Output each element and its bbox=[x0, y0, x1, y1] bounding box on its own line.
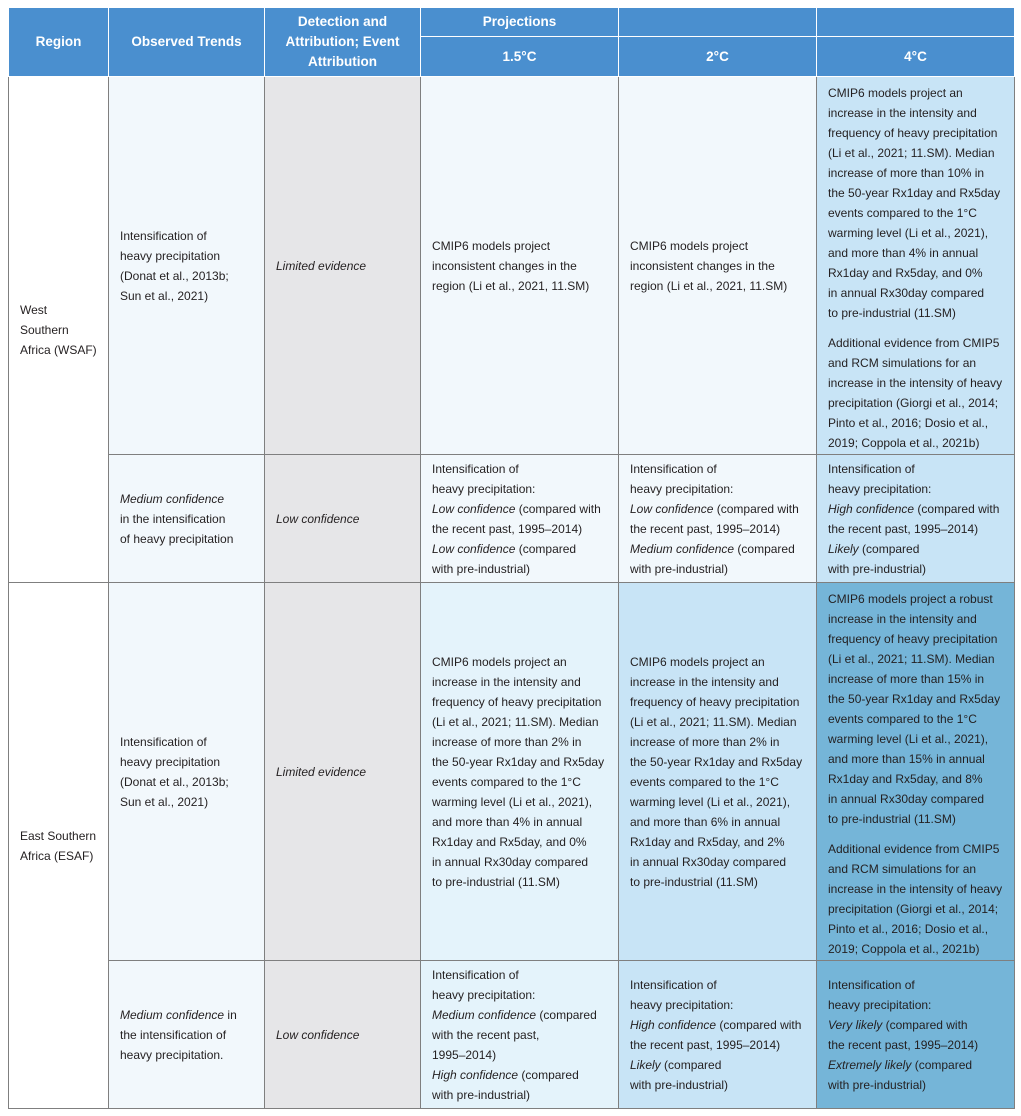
header-region: Region bbox=[9, 8, 109, 77]
table-row bbox=[9, 455, 1015, 583]
proj-2c-wsaf-1: CMIP6 models project inconsistent changes in the region (Li et al., 2021, 11.SM) bbox=[619, 77, 817, 455]
proj-1-5c-wsaf-1: CMIP6 models project inconsistent changes in the region (Li et al., 2021, 11.SM) bbox=[421, 77, 619, 455]
header-1-5c: 1.5°C bbox=[421, 37, 619, 77]
detection-wsaf-1: Limited evidence bbox=[265, 77, 421, 455]
proj-2c-esaf-2: Intensification of heavy precipitation: High confidence (compared with the recent past, 1995–2014) Likely (compared with pre-industrial) bbox=[619, 961, 817, 1109]
table-row bbox=[9, 77, 1015, 455]
proj-4c-wsaf-1: CMIP6 models project an increase in the intensity and frequency of heavy precipitation (Li et al., 2021; 11.SM). Median increase of more than 10% in the 50-year Rx1day and Rx5day events compared to the 1°C warming level (Li et al., 2021), and more than 4% in annual Rx1day and Rx5day, and 0% in annual Rx30day compared to pre-industrial (11.SM) Additional evidence from CMIP5 and RCM simulations for an increase in the intensity of heavy precipitation (Giorgi et al., 2014; Pinto et al., 2016; Dosio et al., 2019; Coppola et al., 2021b) bbox=[817, 77, 1015, 455]
observed-wsaf-2: Medium confidence in the intensification of heavy precipitation bbox=[109, 455, 265, 583]
header-2c: 2°C bbox=[619, 37, 817, 77]
region-esaf: East Southern Africa (ESAF) bbox=[9, 583, 109, 1109]
region-wsaf: West Southern Africa (WSAF) bbox=[9, 77, 109, 583]
proj-4c-esaf-2: Intensification of heavy precipitation: Very likely (compared with the recent past, 1995–2014) Extremely likely (compared with pre-industrial) bbox=[817, 961, 1015, 1109]
proj-2c-wsaf-2: Intensification of heavy precipitation: Low confidence (compared with the recent past, 1995–2014) Medium confidence (compared with pre-industrial) bbox=[619, 455, 817, 583]
detection-esaf-2: Low confidence bbox=[265, 961, 421, 1109]
header-4c: 4°C bbox=[817, 37, 1015, 77]
header-blank-2 bbox=[619, 8, 817, 37]
detection-wsaf-2: Low confidence bbox=[265, 455, 421, 583]
header-detection-attribution: Detection and Attribution; Event Attribution bbox=[265, 8, 421, 77]
table-row bbox=[9, 961, 1015, 1109]
header-observed-trends: Observed Trends bbox=[109, 8, 265, 77]
detection-esaf-1: Limited evidence bbox=[265, 583, 421, 961]
proj-1-5c-esaf-2: Intensification of heavy precipitation: Medium confidence (compared with the recent past, 1995–2014) High confidence (compared with pre-industrial) bbox=[421, 961, 619, 1109]
observed-esaf-1: Intensification of heavy precipitation (Donat et al., 2013b; Sun et al., 2021) bbox=[109, 583, 265, 961]
observed-wsaf-1: Intensification of heavy precipitation (Donat et al., 2013b; Sun et al., 2021) bbox=[109, 77, 265, 455]
proj-1-5c-wsaf-2: Intensification of heavy precipitation: Low confidence (compared with the recent past, 1995–2014) Low confidence (compared with pre-industrial) bbox=[421, 455, 619, 583]
proj-4c-wsaf-2: Intensification of heavy precipitation: High confidence (compared with the recent past, 1995–2014) Likely (compared with pre-industrial) bbox=[817, 455, 1015, 583]
table-row bbox=[9, 583, 1015, 961]
proj-2c-esaf-1: CMIP6 models project an increase in the intensity and frequency of heavy precipitation (Li et al., 2021; 11.SM). Median increase of more than 2% in the 50-year Rx1day and Rx5day events compared to the 1°C warming level (Li et al., 2021), and more than 6% in annual Rx1day and Rx5day, and 2% in annual Rx30day compared to pre-industrial (11.SM) bbox=[619, 583, 817, 961]
proj-1-5c-esaf-1: CMIP6 models project an increase in the intensity and frequency of heavy precipitation (Li et al., 2021; 11.SM). Median increase of more than 2% in the 50-year Rx1day and Rx5day events compared to the 1°C warming level (Li et al., 2021), and more than 4% in annual Rx1day and Rx5day, and 0% in annual Rx30day compared to pre-industrial (11.SM) bbox=[421, 583, 619, 961]
observed-esaf-2: Medium confidence in the intensification of heavy precipitation. bbox=[109, 961, 265, 1109]
header-blank-4 bbox=[817, 8, 1015, 37]
assessment-table bbox=[8, 7, 1015, 1109]
header-projections: Projections bbox=[421, 8, 619, 37]
proj-4c-esaf-1: CMIP6 models project a robust increase in the intensity and frequency of heavy precipitation (Li et al., 2021; 11.SM). Median increase of more than 15% in the 50-year Rx1day and Rx5day events compared to the 1°C warming level (Li et al., 2021), and more than 15% in annual Rx1day and Rx5day, and 8% in annual Rx30day compared to pre-industrial (11.SM) Additional evidence from CMIP5 and RCM simulations for an increase in the intensity of heavy precipitation (Giorgi et al., 2014; Pinto et al., 2016; Dosio et al., 2019; Coppola et al., 2021b) bbox=[817, 583, 1015, 961]
